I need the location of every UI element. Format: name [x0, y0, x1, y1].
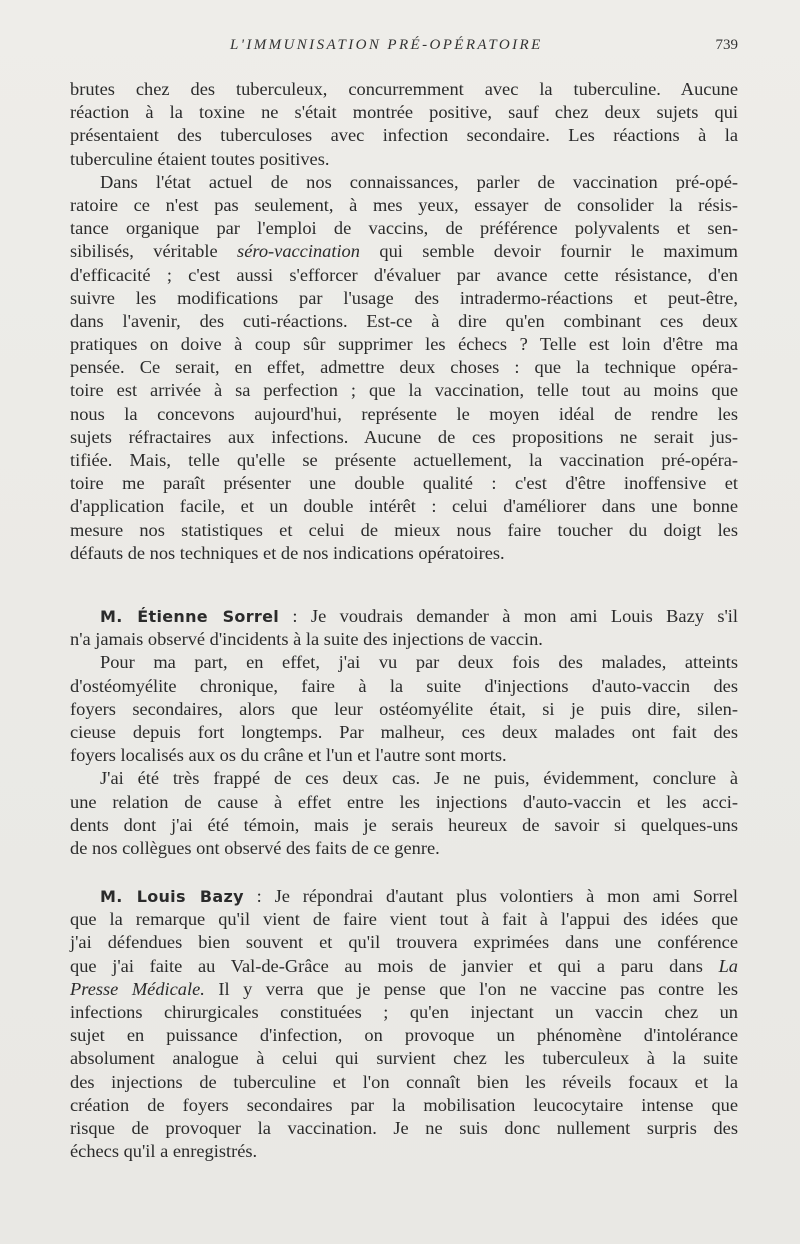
text-line: mesure nos statistiques et celui de mieux nous faire toucher du doigt les: [70, 519, 738, 540]
text-fragment: qui semble devoir fournir le maximum: [379, 241, 738, 262]
paragraph-block-3: [70, 885, 738, 1163]
text-line: [70, 978, 738, 1001]
text-line: [70, 240, 738, 263]
text-fragment: que j'ai faite au Val-de-Grâce au mois de janvier et qui a paru dans: [70, 955, 703, 976]
text-line: brutes chez des tuberculeux, concurremment avec la tuberculine. Aucune: [70, 79, 738, 99]
italic-journal: La: [718, 955, 738, 976]
text-line: foyers localisés aux os du crâne et l'un et l'autre sont morts.: [70, 745, 507, 766]
text-line: tance organique par l'emploi de vaccins, de préférence polyvalents et sen-: [70, 218, 738, 239]
text-line: risque de provoquer la vaccination. Je ne suis donc nullement surpris des: [70, 1117, 738, 1138]
text-line: des injections de tuberculine et l'on connaît bien les réveils focaux et la: [70, 1071, 738, 1092]
text-line: J'ai été très frappé de ces deux cas. Je ne puis, évidemment, conclure à: [100, 768, 738, 789]
running-header: [70, 37, 738, 59]
text-line: infections chirurgicales constituées ; qu'en injectant un vaccin chez un: [70, 1001, 738, 1022]
text-line: création de foyers secondaires par la mobilisation leucocytaire intense que: [70, 1094, 738, 1115]
text-line: n'a jamais observé d'incidents à la suite des injections de vaccin.: [70, 629, 543, 650]
speaker-name: M. Louis Bazy: [100, 887, 244, 906]
text-fragment: : Je voudrais demander à mon ami Louis Bazy s'il: [279, 606, 739, 626]
text-line: que la remarque qu'il vient de faire vient tout à fait à l'appui des idées que: [70, 909, 738, 930]
paragraph-block-1: [70, 78, 738, 565]
text-line: d'efficacité ; c'est aussi s'efforcer d'évaluer par avance cette résistance, d'en: [70, 264, 738, 285]
text-line: d'application facile, et un double intérêt : celui d'améliorer dans une bonne: [70, 496, 738, 517]
text-line: défauts de nos techniques et de nos indications opératoires.: [70, 542, 505, 563]
text-line: pensée. Ce serait, en effet, admettre deux choses : que la technique opéra-: [70, 357, 738, 378]
text-line: pratiques on doive à coup sûr supprimer les échecs ? Telle est loin d'être ma: [70, 334, 738, 355]
italic-journal: Presse Médicale.: [70, 978, 205, 999]
text-line: d'ostéomyélite chronique, faire à la suite d'injections d'auto-vaccin des: [70, 675, 738, 696]
text-line: nous la concevons aujourd'hui, représente le moyen idéal de rendre les: [70, 403, 738, 424]
text-line: [70, 605, 738, 628]
text-line: de nos collègues ont observé des faits de ce genre.: [70, 837, 440, 858]
text-line: une relation de cause à effet entre les injections d'auto-vaccin et les acci-: [70, 791, 738, 812]
paragraph-block-2: [70, 605, 738, 860]
text-line: tifiée. Mais, telle qu'elle se présente actuellement, la vaccination pré-opéra-: [70, 450, 738, 470]
italic-term: séro-vaccination: [237, 241, 360, 262]
text-line: toire est arrivée à sa perfection ; que la vaccination, telle tout au moins que: [70, 380, 738, 401]
text-line: [70, 885, 738, 908]
text-line: échecs qu'il a enregistrés.: [70, 1141, 258, 1162]
text-line: dans l'avenir, des cuti-réactions. Est-ce à dire qu'en combinant ces deux: [70, 310, 738, 331]
text-line: dents dont j'ai été témoin, mais je serais heureux de savoir si quelques-uns: [70, 814, 738, 835]
text-line: présentaient des tuberculoses avec infection secondaire. Les réactions à la: [70, 125, 738, 146]
text-line: j'ai défendues bien souvent et qu'il trouvera exprimées dans une conférence: [70, 932, 738, 953]
text-line: sujet en puissance d'infection, on provoque un phénomène d'intolérance: [70, 1025, 738, 1046]
speaker-name: M. Étienne Sorrel: [100, 607, 280, 626]
text-line: ratoire ce n'est pas seulement, à mes yeux, essayer de consolider la résis-: [70, 194, 738, 215]
text-line: réaction à la toxine ne s'était montrée positive, sauf chez deux sujets qui: [70, 102, 738, 123]
text-line: suivre les modifications par l'usage des intradermo-réactions et peut-être,: [70, 287, 738, 308]
text-line: tuberculine étaient toutes positives.: [70, 148, 330, 169]
text-line: [70, 955, 738, 978]
text-fragment: : Je répondrai d'autant plus volontiers à mon ami Sorrel: [243, 886, 738, 906]
text-line: absolument analogue à celui qui survient chez les tuberculeux à la suite: [70, 1048, 738, 1069]
text-line: sujets réfractaires aux infections. Aucune de ces propositions ne serait jus-: [70, 426, 738, 447]
header-title: L'IMMUNISATION PRÉ-OPÉRATOIRE: [230, 37, 543, 53]
text-line: Dans l'état actuel de nos connaissances, parler de vaccination pré-opé-: [100, 171, 738, 192]
text-line: cieuse depuis fort longtemps. Par malheur, ces deux malades ont fait des: [70, 721, 738, 742]
text-line: Pour ma part, en effet, j'ai vu par deux fois des malades, atteints: [100, 652, 738, 673]
text-fragment: Il y verra que je pense que l'on ne vaccine pas contre les: [218, 978, 738, 999]
text-fragment: sibilisés, véritable: [70, 241, 218, 262]
text-line: foyers secondaires, alors que leur ostéomyélite était, si je puis dire, silen-: [70, 698, 738, 719]
page-number: 739: [715, 37, 738, 53]
text-line: toire me paraît présenter une double qualité : c'est d'être inoffensive et: [70, 473, 738, 494]
